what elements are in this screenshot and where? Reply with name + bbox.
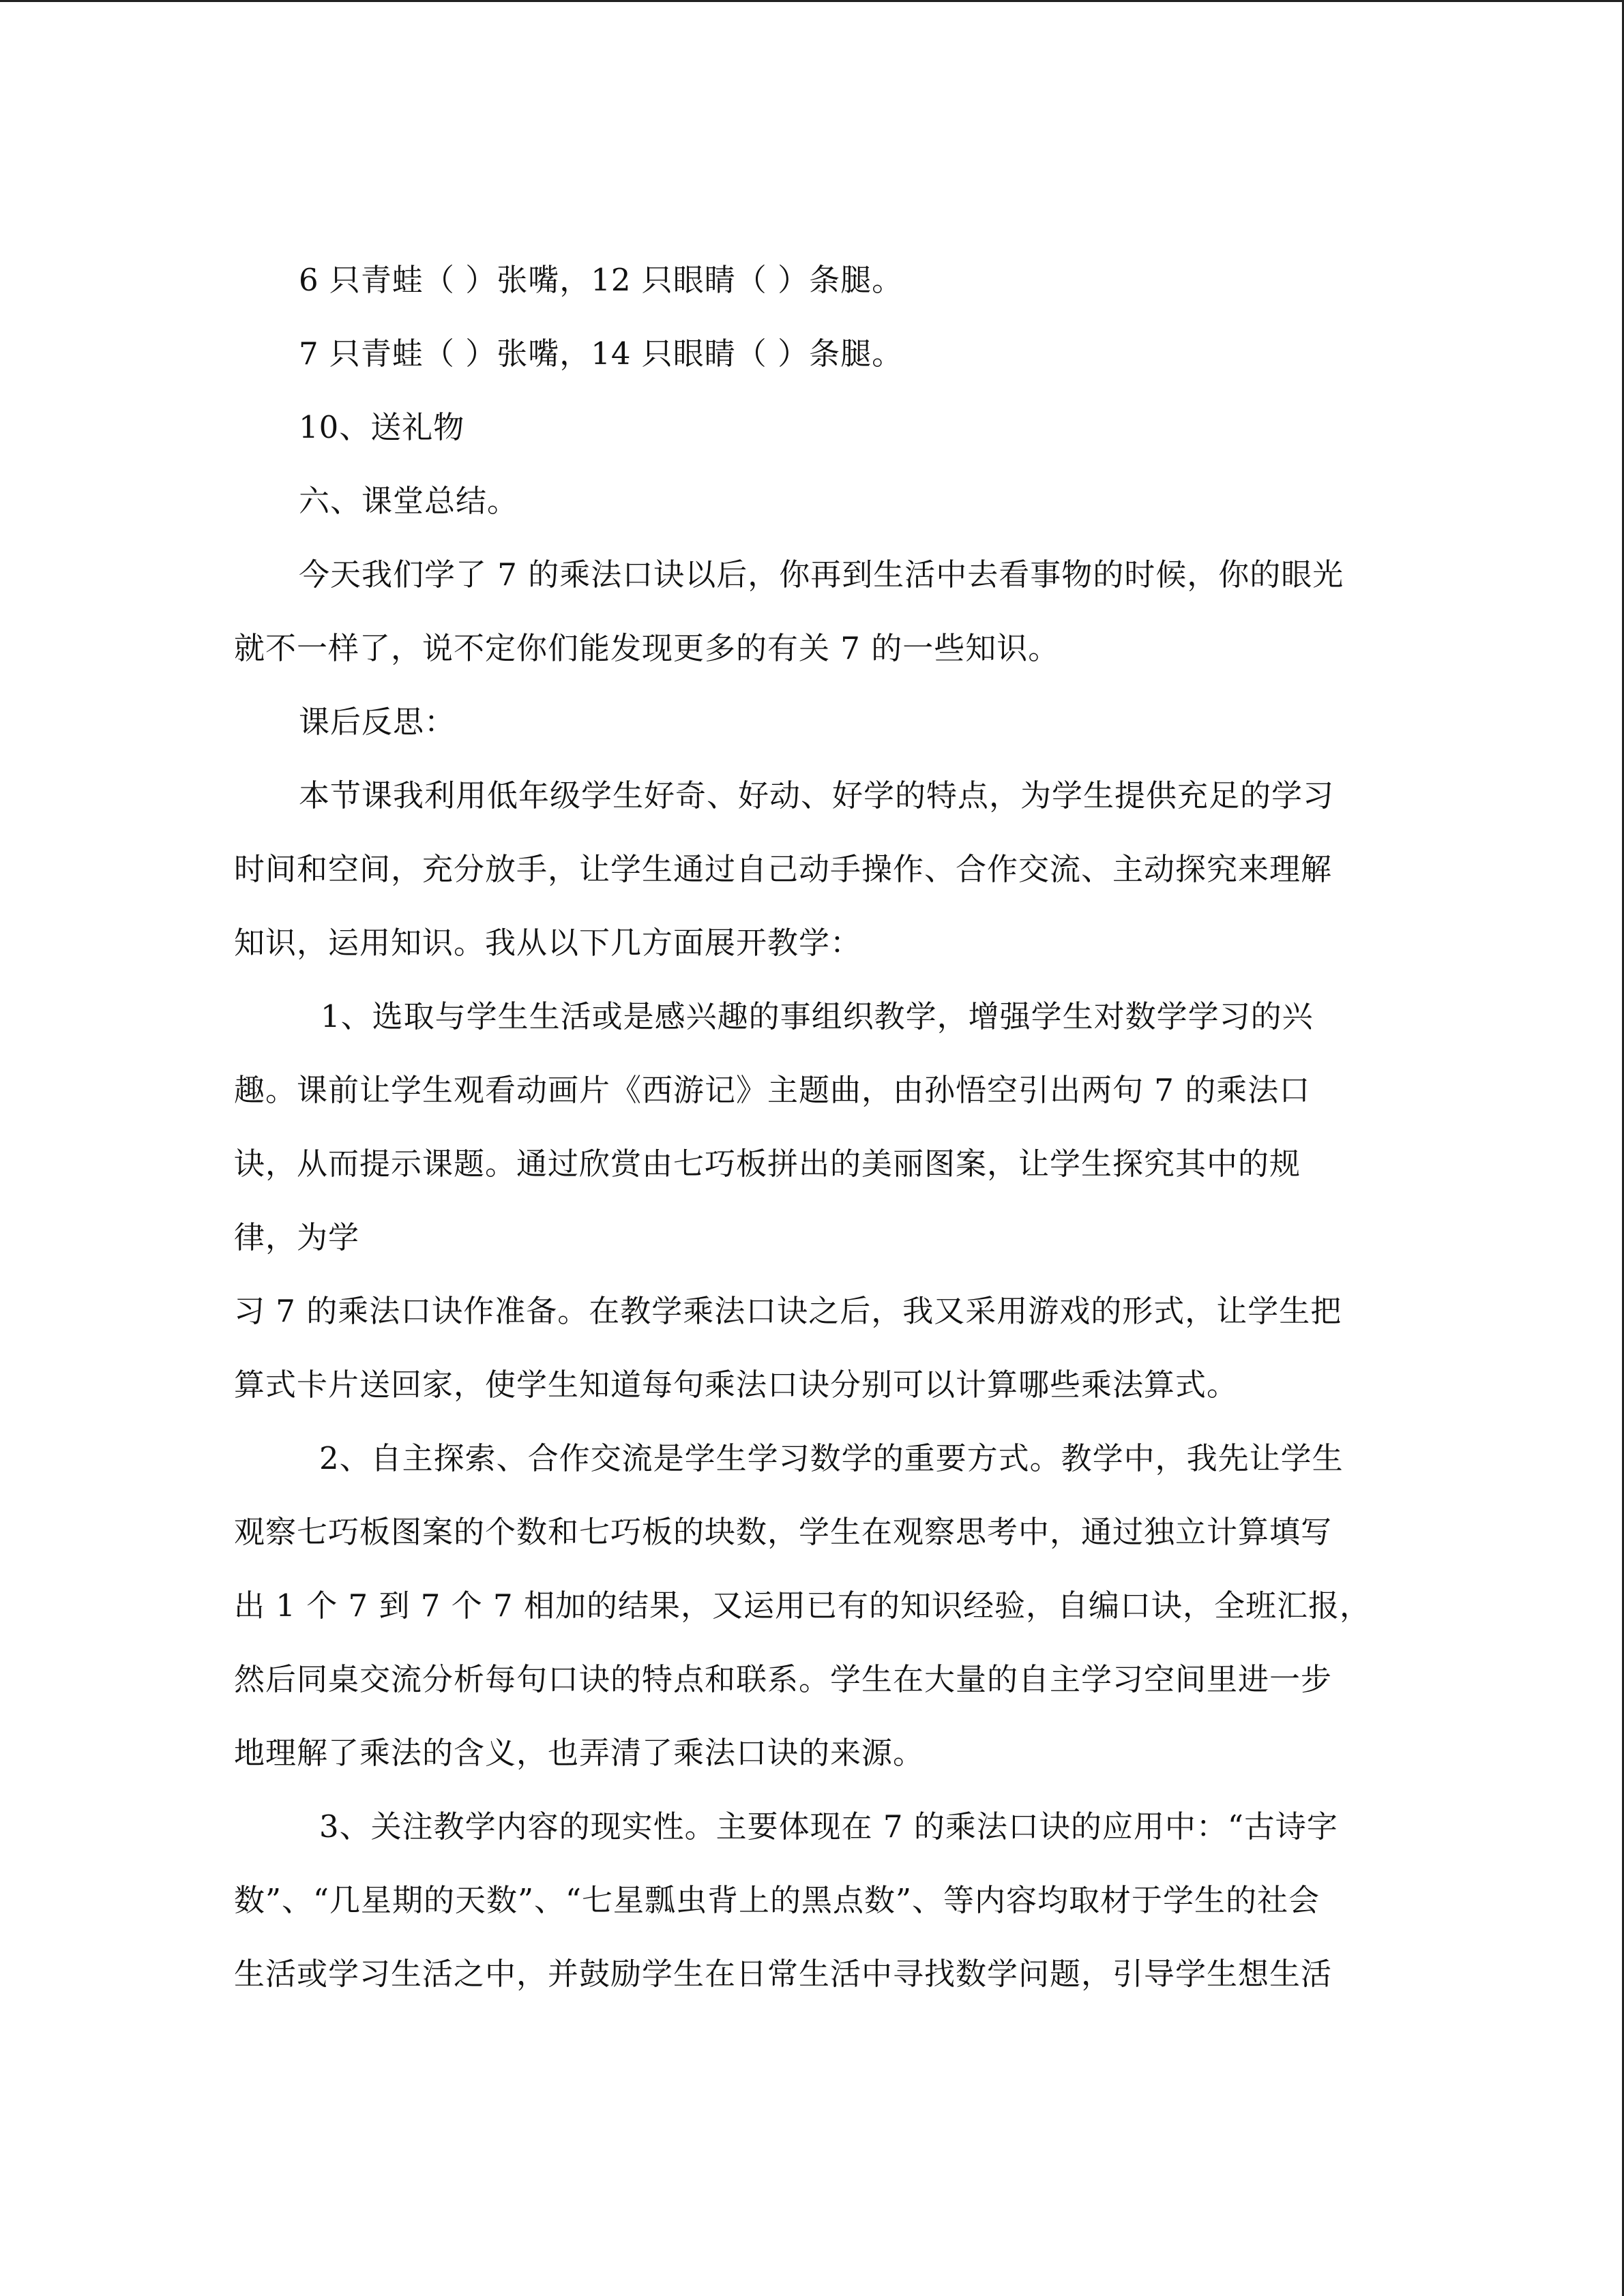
text-line: 时间和空间，充分放手，让学生通过自己动手操作、合作交流、主动探究来理解 (234, 851, 1333, 887)
text-line: 趣。课前让学生观看动画片《西游记》主题曲，由孙悟空引出两句 7 的乘法口 (234, 1072, 1311, 1108)
text-line: 数”、“几星期的天数”、“七星瓢虫背上的黑点数”、等内容均取材于学生的社会 (234, 1882, 1320, 1918)
text-line: 本节课我利用低年级学生好奇、好动、好学的特点，为学生提供充足的学习 (299, 777, 1335, 814)
text-line: 地理解了乘法的含义，也弄清了乘法口诀的来源。 (234, 1735, 925, 1771)
text-line: 习 7 的乘法口诀作准备。在教学乘法口诀之后，我又采用游戏的形式，让学生把 (234, 1293, 1342, 1329)
text-line: 7 只青蛙（ ）张嘴，14 只眼睛（ ）条腿。 (299, 336, 904, 372)
text-line: 6 只青蛙（ ）张嘴，12 只眼睛（ ）条腿。 (299, 262, 904, 298)
text-line: 10、送礼物 (299, 409, 465, 445)
text-line: 今天我们学了 7 的乘法口诀以后，你再到生活中去看事物的时候，你的眼光 (299, 556, 1344, 593)
text-line: 观察七巧板图案的个数和七巧板的块数，学生在观察思考中，通过独立计算填写 (234, 1514, 1333, 1550)
section-heading: 六、课堂总结。 (299, 483, 519, 519)
text-line: 算式卡片送回家，使学生知道每句乘法口诀分别可以计算哪些乘法算式。 (234, 1367, 1239, 1403)
text-line: 2、自主探索、合作交流是学生学习数学的重要方式。教学中，我先让学生 (319, 1440, 1344, 1476)
text-line: 生活或学习生活之中，并鼓励学生在日常生活中寻找数学问题，引导学生想生活 (234, 1956, 1333, 1992)
text-line: 律，为学 (234, 1219, 360, 1255)
text-line: 出 1 个 7 到 7 个 7 相加的结果，又运用已有的知识经验，自编口诀，全班汇报， (234, 1587, 1371, 1624)
text-line: 知识，运用知识。我从以下几方面展开教学： (234, 925, 862, 961)
section-heading: 课后反思： (299, 704, 456, 740)
text-line: 3、关注教学内容的现实性。主要体现在 7 的乘法口诀的应用中：“古诗字 (319, 1808, 1338, 1845)
text-line: 1、选取与学生生活或是感兴趣的事组织教学，增强学生对数学学习的兴 (321, 998, 1314, 1034)
text-line: 然后同桌交流分析每句口诀的特点和联系。学生在大量的自主学习空间里进一步 (234, 1661, 1333, 1697)
text-line: 就不一样了，说不定你们能发现更多的有关 7 的一些知识。 (234, 630, 1060, 666)
text-line: 诀，从而提示课题。通过欣赏由七巧板拼出的美丽图案，让学生探究其中的规 (234, 1146, 1301, 1182)
